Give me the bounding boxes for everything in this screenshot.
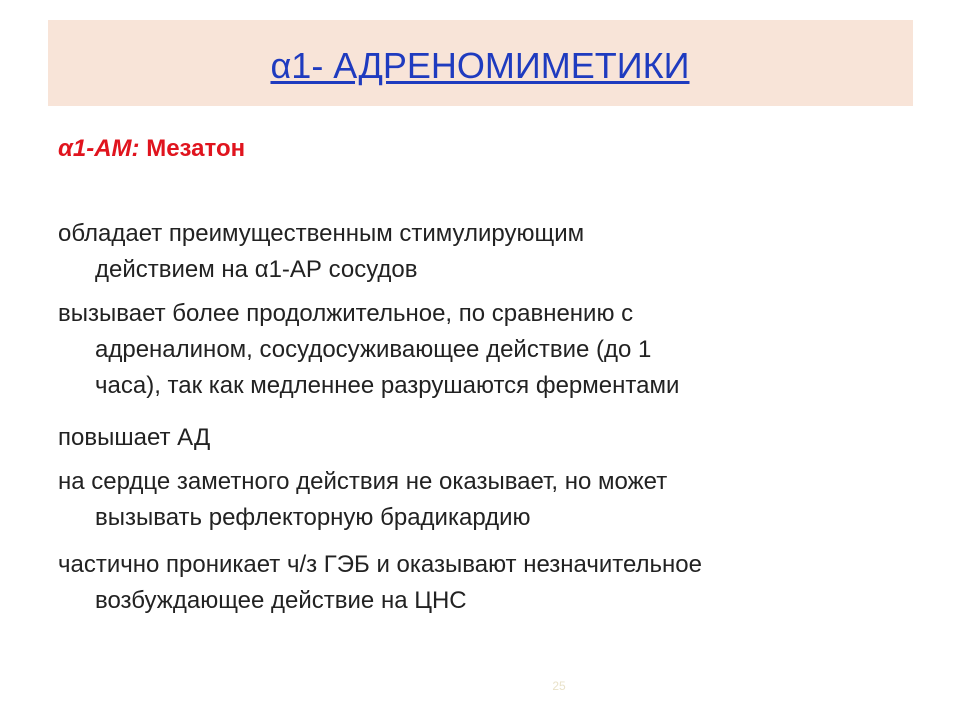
- bullet-paragraph-4-first-line: на сердце заметного действия не оказывает, но может: [58, 468, 668, 495]
- drug-heading: [58, 133, 245, 165]
- bullet-paragraph-5-continuation: возбуждающее действие на ЦНС: [95, 587, 467, 614]
- slide-title: α1- АДРЕНОМИМЕТИКИ: [270, 45, 690, 86]
- bullet-paragraph-1-continuation: действием на α1-АР сосудов: [95, 256, 418, 283]
- drug-class-abbr: α1-АМ:: [58, 135, 140, 162]
- bullet-paragraph-4-continuation: вызывать рефлекторную брадикардию: [95, 504, 531, 531]
- bullet-paragraph-5: [58, 511, 933, 655]
- bullet-paragraph-2-first-line: вызывает более продолжительное, по сравнению с: [58, 300, 634, 327]
- bullet-paragraph-5-first-line: частично проникает ч/з ГЭБ и оказывают незначительное: [58, 551, 703, 578]
- drug-name: Мезатон: [146, 135, 246, 162]
- slide-number: 25: [552, 679, 566, 693]
- bullet-paragraph-2-continuation: адреналином, сосудосуживающее действие (до 1 часа), так как медленнее разрушаются ферментами: [95, 336, 680, 399]
- bullet-paragraph-3-first-line: повышает АД: [58, 424, 211, 451]
- bullet-paragraph-1-first-line: обладает преимущественным стимулирующим: [58, 220, 585, 247]
